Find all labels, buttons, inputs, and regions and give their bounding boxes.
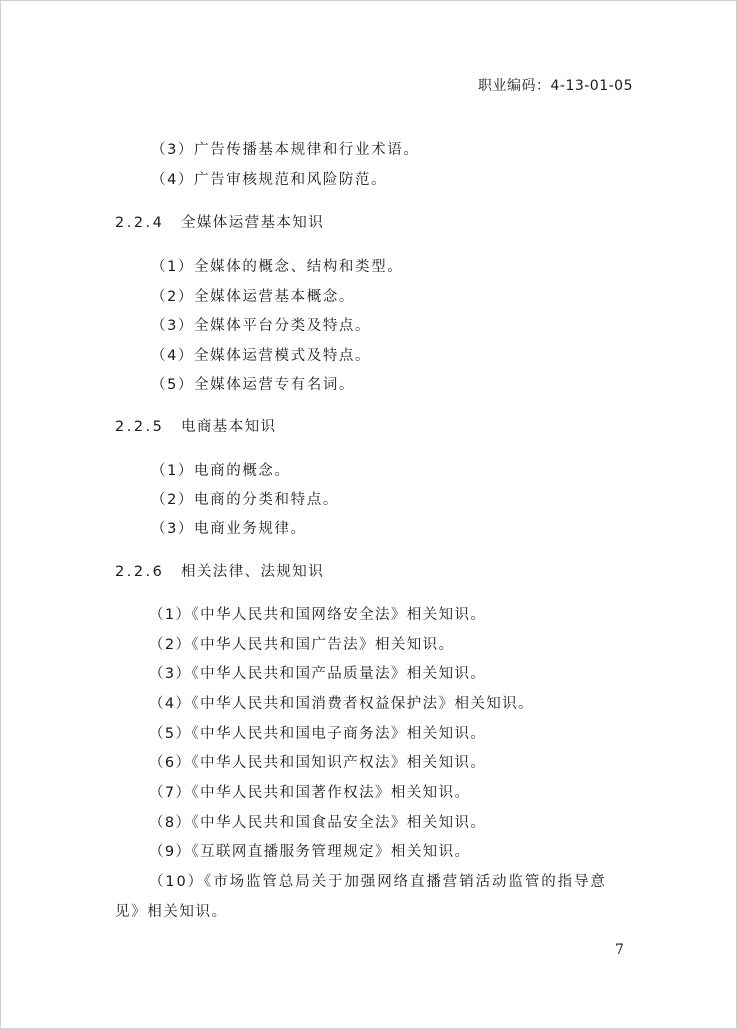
list-item: （4）广告审核规范和风险防范。 <box>151 172 388 188</box>
list-item: （3）全媒体平台分类及特点。 <box>151 318 372 334</box>
list-item: （3）广告传播基本规律和行业术语。 <box>151 142 420 158</box>
section-heading-2-2-6 <box>115 560 324 581</box>
list-item: （1）全媒体的概念、结构和类型。 <box>151 259 404 275</box>
section-title: 相关法律、法规知识 <box>181 564 325 580</box>
list-item: （4）《中华人民共和国消费者权益保护法》相关知识。 <box>149 696 534 712</box>
list-item: （2）《中华人民共和国广告法》相关知识。 <box>149 637 455 653</box>
list-item: （6）《中华人民共和国知识产权法》相关知识。 <box>149 755 487 771</box>
section-title: 全媒体运营基本知识 <box>181 215 325 231</box>
list-item-continuation: 见》相关知识。 <box>115 904 228 920</box>
list-item: （2）电商的分类和特点。 <box>151 492 339 508</box>
list-item: （7）《中华人民共和国著作权法》相关知识。 <box>149 785 471 801</box>
section-title: 电商基本知识 <box>181 419 277 435</box>
list-item: （10）《市场监管总局关于加强网络直播营销活动监管的指导意 <box>149 874 607 890</box>
list-item: （4）全媒体运营模式及特点。 <box>151 348 372 364</box>
list-item: （1）电商的概念。 <box>151 463 291 479</box>
list-item: （3）《中华人民共和国产品质量法》相关知识。 <box>149 666 487 682</box>
occupation-code: 职业编码：4-13-01-05 <box>477 78 633 94</box>
page-number: 7 <box>615 942 624 958</box>
list-item: （8）《中华人民共和国食品安全法》相关知识。 <box>149 815 487 831</box>
list-item: （3）电商业务规律。 <box>151 521 307 537</box>
section-heading-2-2-5 <box>115 415 276 436</box>
section-number: 2.2.5 <box>115 419 165 435</box>
section-number: 2.2.4 <box>115 215 165 231</box>
list-item: （5）全媒体运营专有名词。 <box>151 377 356 393</box>
list-item: （9）《互联网直播服务管理规定》相关知识。 <box>149 844 471 860</box>
list-item: （1）《中华人民共和国网络安全法》相关知识。 <box>149 607 487 623</box>
section-heading-2-2-4 <box>115 211 324 232</box>
section-number: 2.2.6 <box>115 564 165 580</box>
list-item: （5）《中华人民共和国电子商务法》相关知识。 <box>149 726 487 742</box>
list-item: （2）全媒体运营基本概念。 <box>151 289 356 305</box>
